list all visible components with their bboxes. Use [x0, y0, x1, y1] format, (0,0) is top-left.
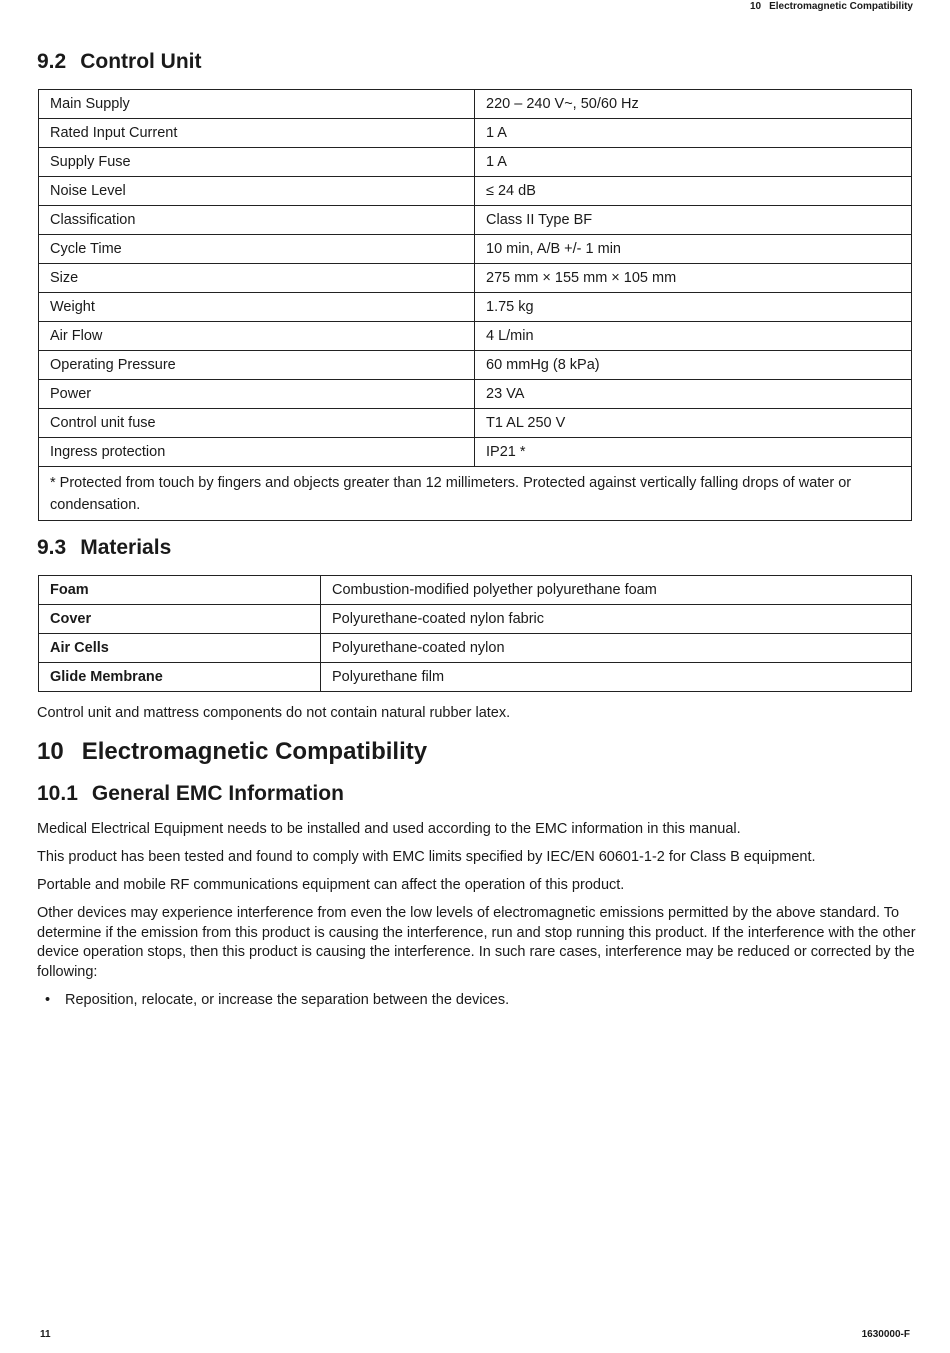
list-item	[37, 991, 917, 1011]
spec-value: 1 A	[475, 148, 912, 177]
material-label: Glide Membrane	[39, 663, 321, 692]
spec-value: 60 mmHg (8 kPa)	[475, 351, 912, 380]
document-code: 1630000-F	[861, 1329, 910, 1340]
section-9-3-number: 9.3	[37, 536, 67, 559]
section-10-1-number: 10.1	[37, 782, 78, 805]
section-9-2-heading	[37, 50, 202, 74]
spec-label: Classification	[39, 206, 475, 235]
spec-value: 4 L/min	[475, 322, 912, 351]
material-value: Combustion-modified polyether polyurethane foam	[321, 576, 912, 605]
table-row	[39, 380, 912, 409]
emc-bullet-list	[37, 991, 917, 1011]
spec-value: T1 AL 250 V	[475, 409, 912, 438]
table-row	[39, 177, 912, 206]
material-value: Polyurethane-coated nylon fabric	[321, 605, 912, 634]
spec-value: ≤ 24 dB	[475, 177, 912, 206]
table-row	[39, 634, 912, 663]
table-row	[39, 605, 912, 634]
running-header-title: Electromagnetic Compatibility	[769, 1, 913, 12]
spec-label: Supply Fuse	[39, 148, 475, 177]
table-row	[39, 264, 912, 293]
table-row	[39, 119, 912, 148]
spec-value: 23 VA	[475, 380, 912, 409]
spec-value: 1.75 kg	[475, 293, 912, 322]
section-10-heading	[37, 738, 427, 766]
material-value: Polyurethane film	[321, 663, 912, 692]
emc-paragraph-2: This product has been tested and found to comply with EMC limits specified by IEC/EN 60601-1-2 for Class B equipment.	[37, 849, 816, 865]
spec-label: Cycle Time	[39, 235, 475, 264]
spec-label: Air Flow	[39, 322, 475, 351]
material-label: Cover	[39, 605, 321, 634]
spec-value: 1 A	[475, 119, 912, 148]
section-10-title: Electromagnetic Compatibility	[81, 738, 428, 765]
bullet-icon: •	[45, 992, 51, 1008]
spec-value: Class II Type BF	[475, 206, 912, 235]
spec-value: 220 – 240 V~, 50/60 Hz	[475, 90, 912, 119]
spec-label: Size	[39, 264, 475, 293]
spec-label: Noise Level	[39, 177, 475, 206]
spec-label: Control unit fuse	[39, 409, 475, 438]
spec-value: IP21 *	[475, 438, 912, 467]
emc-paragraph-3: Portable and mobile RF communications equipment can affect the operation of this product.	[37, 877, 625, 893]
section-10-number: 10	[37, 738, 64, 765]
spec-value: 10 min, A/B +/- 1 min	[475, 235, 912, 264]
section-9-2-number: 9.2	[37, 50, 67, 73]
spec-label: Main Supply	[39, 90, 475, 119]
section-10-1-title: General EMC Information	[91, 782, 344, 805]
spec-label: Ingress protection	[39, 438, 475, 467]
materials-table	[38, 575, 912, 692]
spec-label: Power	[39, 380, 475, 409]
ingress-footnote: * Protected from touch by fingers and objects greater than 12 millimeters. Protected against vertically falling drops of water or condensation.	[39, 467, 912, 521]
table-row	[39, 206, 912, 235]
running-header	[750, 1, 913, 12]
spec-label: Weight	[39, 293, 475, 322]
table-row	[39, 235, 912, 264]
spec-value: 275 mm × 155 mm × 105 mm	[475, 264, 912, 293]
table-row	[39, 293, 912, 322]
material-value: Polyurethane-coated nylon	[321, 634, 912, 663]
table-row	[39, 90, 912, 119]
control-unit-table	[38, 89, 912, 521]
material-label: Foam	[39, 576, 321, 605]
section-9-2-title: Control Unit	[80, 50, 202, 73]
table-row	[39, 409, 912, 438]
section-9-3-title: Materials	[80, 536, 172, 559]
table-row	[39, 351, 912, 380]
latex-note: Control unit and mattress components do not contain natural rubber latex.	[37, 705, 511, 721]
table-row	[39, 576, 912, 605]
table-row	[39, 438, 912, 467]
table-row	[39, 663, 912, 692]
footnote-row	[39, 467, 912, 521]
running-header-number: 10	[749, 1, 762, 12]
emc-paragraph-1: Medical Electrical Equipment needs to be installed and used according to the EMC information in this manual.	[37, 821, 741, 837]
page-number: 11	[40, 1329, 51, 1340]
section-10-1-heading	[37, 782, 344, 806]
spec-label: Operating Pressure	[39, 351, 475, 380]
material-label: Air Cells	[39, 634, 321, 663]
list-item-text: Reposition, relocate, or increase the separation between the devices.	[65, 992, 510, 1008]
emc-paragraph-4: Other devices may experience interference from even the low levels of electromagnetic emissions permitted by the above standard. To determine if the emission from this product is causing the interference, run and stop running this product. If the interference with the other device operation stops, then this product is causing the interference. In such rare cases, interference may be reduced or corrected by the following:	[37, 905, 916, 980]
spec-label: Rated Input Current	[39, 119, 475, 148]
section-9-3-heading	[37, 536, 171, 560]
table-row	[39, 322, 912, 351]
table-row	[39, 148, 912, 177]
